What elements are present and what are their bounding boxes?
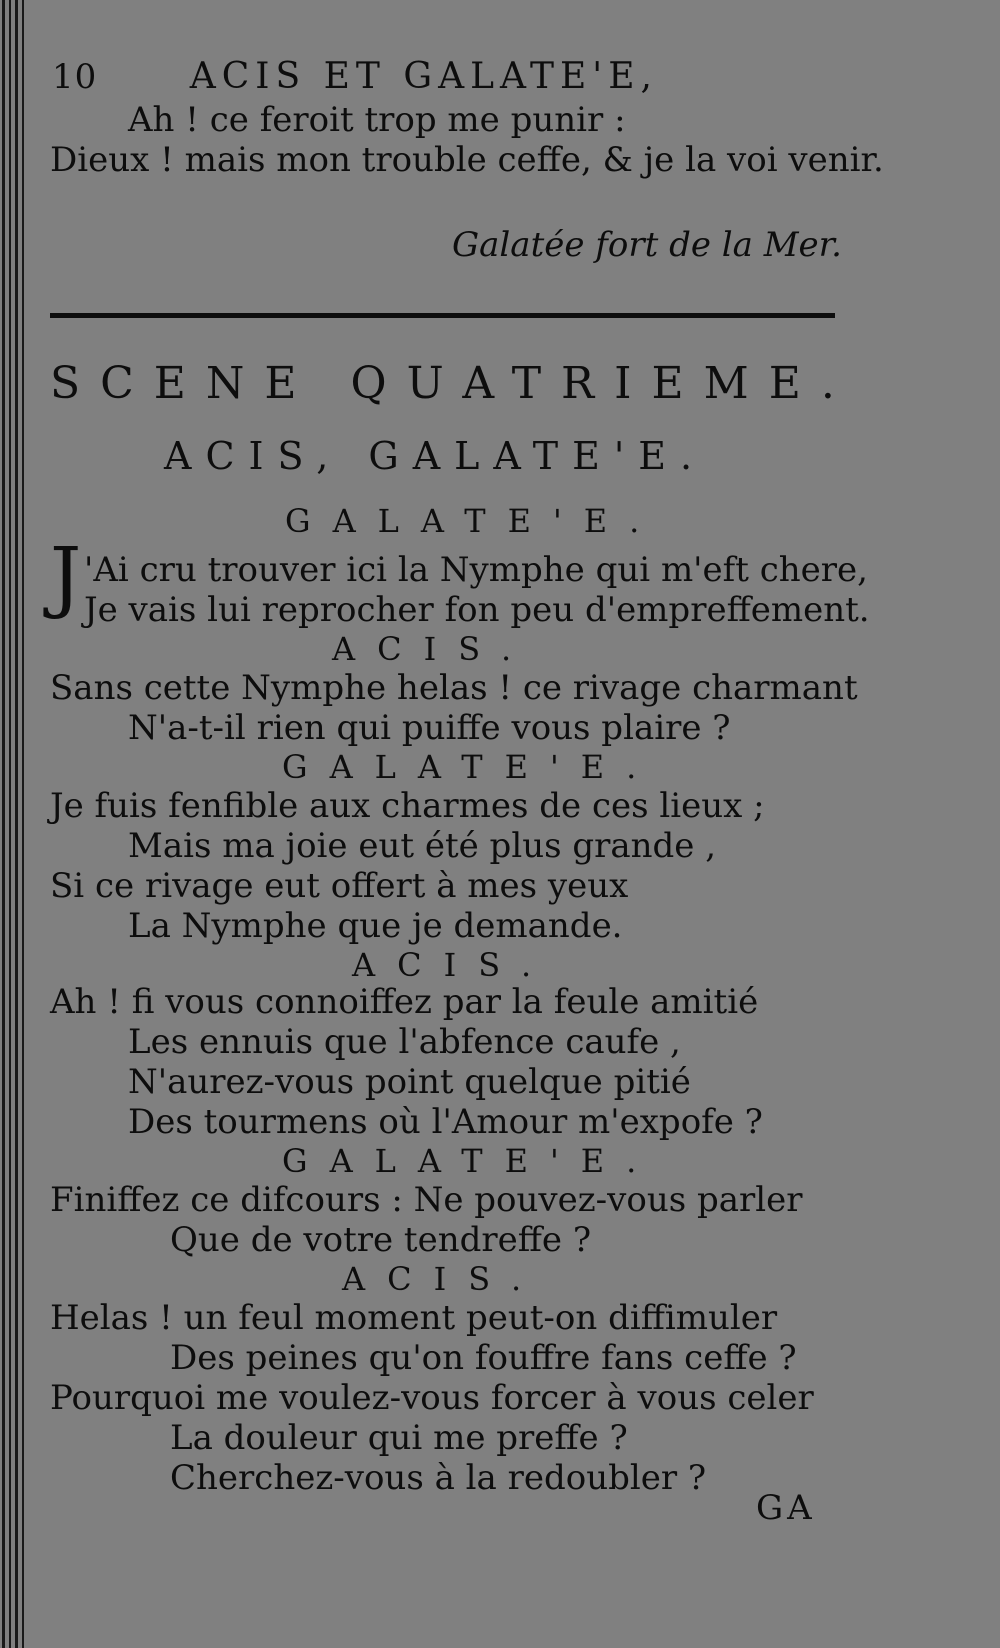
stage-direction: Galatée fort de la Mer. xyxy=(452,225,842,265)
catchword: GA xyxy=(756,1488,816,1528)
verse-line: La Nymphe que je demande. xyxy=(128,906,623,946)
binding-gutter xyxy=(0,0,30,1648)
verse-line: Je fuis fenfible aux charmes de ces lieux ; xyxy=(50,786,765,826)
verse-line: 'Ai cru trouver ici la Nymphe qui m'eft chere, xyxy=(84,550,868,590)
verse-line: Cherchez-vous à la redoubler ? xyxy=(170,1458,707,1498)
verse-line: Je vais lui reprocher fon peu d'empreffement. xyxy=(84,590,870,630)
speaker-name: GALATE'E. xyxy=(285,502,662,540)
running-title: ACIS ET GALATE'E, xyxy=(189,56,658,97)
verse-line: Ah ! ce feroit trop me punir : xyxy=(128,100,626,140)
speaker-name: ACIS. xyxy=(332,630,534,668)
speaker-name: ACIS. xyxy=(352,946,554,984)
verse-line: N'a-t-il rien qui puiffe vous plaire ? xyxy=(128,708,731,748)
speaker-name: GALATE'E. xyxy=(282,1142,659,1180)
verse-line: Mais ma joie eut été plus grande , xyxy=(128,826,717,866)
drop-cap: J xyxy=(50,532,82,622)
verse-line: Dieux ! mais mon trouble ceffe, & je la voi venir. xyxy=(50,140,884,180)
verse-line: Pourquoi me voulez-vous forcer à vous celer xyxy=(50,1378,814,1418)
verse-line: N'aurez-vous point quelque pitié xyxy=(128,1062,691,1102)
scene-title: SCENE QUATRIEME. xyxy=(50,358,855,409)
verse-line: Les ennuis que l'abfence caufe , xyxy=(128,1022,681,1062)
page-number: 10 xyxy=(52,57,98,97)
speaker-name: ACIS. xyxy=(342,1260,544,1298)
scene-characters: ACIS, GALATE'E. xyxy=(164,434,707,478)
verse-line: Que de votre tendreffe ? xyxy=(170,1220,592,1260)
speaker-name: GALATE'E. xyxy=(282,748,659,786)
running-head xyxy=(52,56,658,97)
verse-line: Finiffez ce difcours : Ne pouvez-vous parler xyxy=(50,1180,803,1220)
horizontal-rule xyxy=(50,313,835,318)
verse-line: Ah ! fi vous connoiffez par la feule amitié xyxy=(50,982,759,1022)
verse-line: Des peines qu'on fouffre fans ceffe ? xyxy=(170,1338,797,1378)
verse-line: Sans cette Nymphe helas ! ce rivage charmant xyxy=(50,668,858,708)
verse-line: Des tourmens où l'Amour m'expofe ? xyxy=(128,1102,763,1142)
verse-line: La douleur qui me preffe ? xyxy=(170,1418,628,1458)
verse-line: Helas ! un feul moment peut-on diffimuler xyxy=(50,1298,778,1338)
verse-line: Si ce rivage eut offert à mes yeux xyxy=(50,866,629,906)
